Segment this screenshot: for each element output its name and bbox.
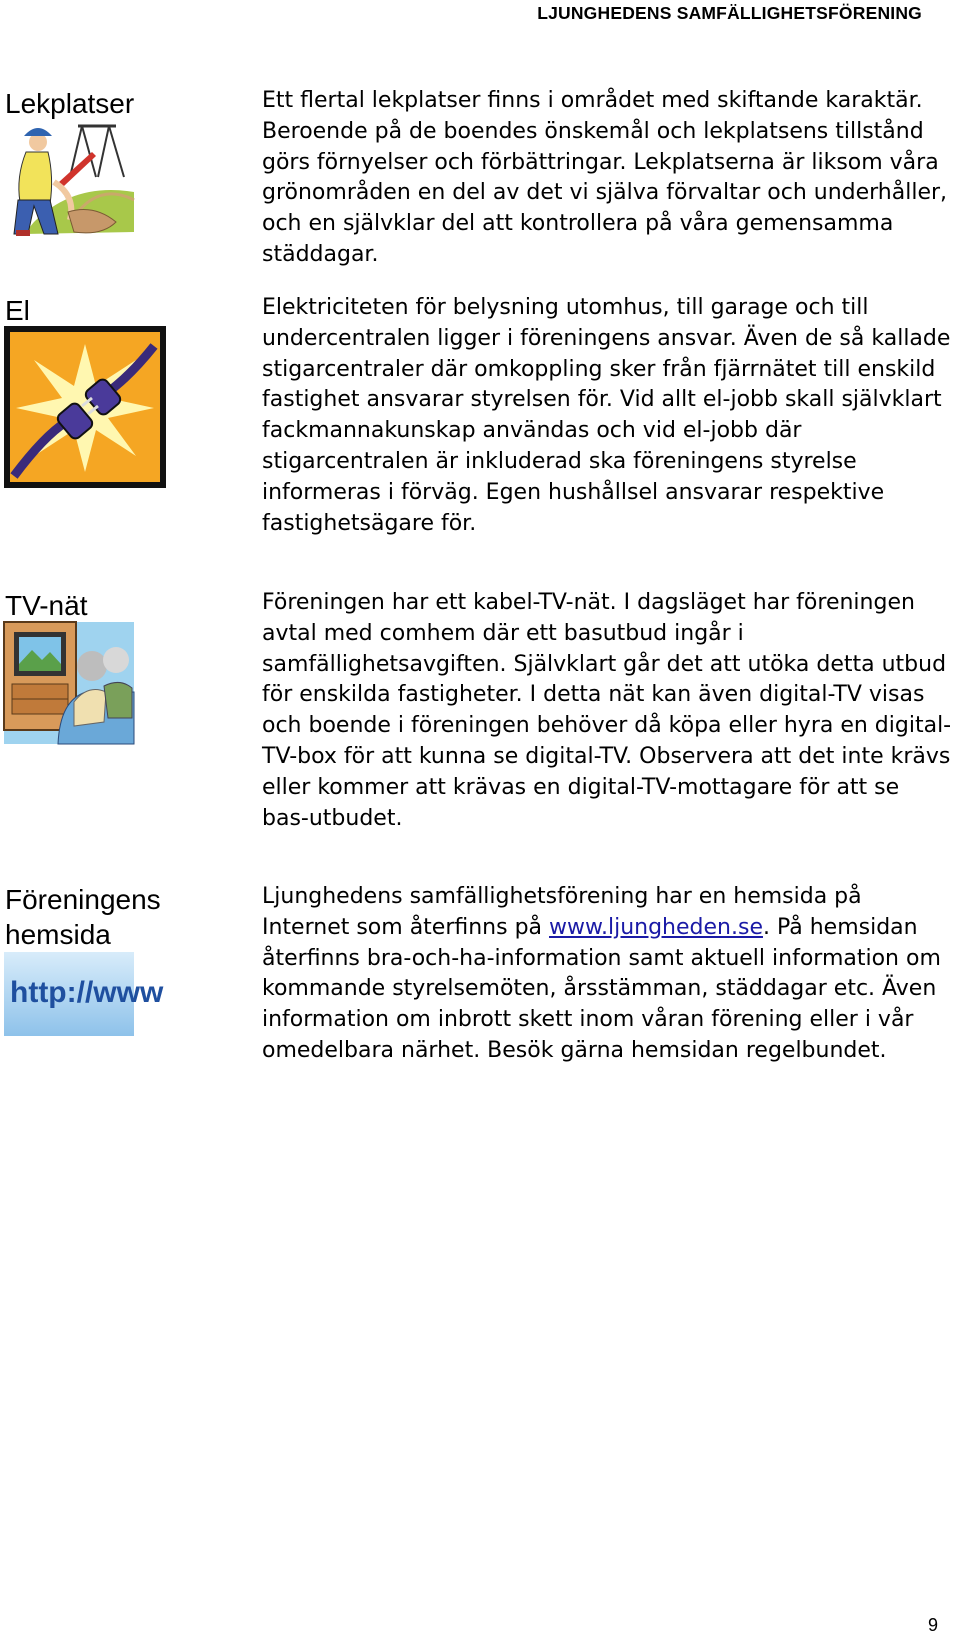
heading-el: El — [5, 295, 30, 326]
couple-watching-tv-illustration — [4, 622, 134, 744]
http-web-illustration — [4, 952, 164, 1036]
tv-text — [262, 588, 952, 834]
hemsida-text-before: Ljunghedens samfällighetsförening har en hemsida på Internet som återfinns på — [262, 884, 862, 940]
hemsida-text — [262, 882, 952, 1067]
hemsida-paragraph — [262, 882, 952, 1067]
hemsida-text-after: . På hemsidan återfinns bra-och-ha-information samt aktuell information om kommande styrelsemöten, årsstämman, städdagar etc. Även information om inbrott skett inom våran förening eller i vår omedelbara närhet. Besök gärna hemsidan regelbundet. — [262, 914, 941, 1063]
el-paragraph: Elektriciteten för belysning utomhus, till garage och till undercentralen ligger i föreningens ansvar. Även de så kallade stigarcentraler där omkoppling sker från fjärrnätet till enskild fastighet ansvarar styrelsen för. Vid allt el-jobb skall självklart fackmannakunskap användas och vid el-jobb där stigarcentralen är inkluderad ska föreningens styrelse informeras i förväg. Egen hushållsel ansvarar respektive fastighetsägare för. — [262, 295, 951, 536]
heading-hemsida-line2: hemsida — [5, 919, 111, 950]
heading-hemsida-line1: Föreningens — [5, 884, 161, 915]
heading-lekplatser: Lekplatser — [5, 88, 135, 119]
http-icon-text: http://www — [10, 976, 164, 1009]
heading-tv: TV-nät — [5, 590, 88, 621]
playground-gardener-illustration — [4, 122, 134, 240]
electric-plug-illustration — [4, 326, 166, 488]
lekplatser-text — [262, 86, 952, 271]
lekplatser-paragraph: Ett flertal lekplatser finns i området med skiftande karaktär. Beroende på de boendes önskemål och lekplatsens tillstånd görs förnyelser och förbättringar. Lekplatserna är liksom våra grönområden en del av det vi själva förvaltar och underhåller, och en självklar del att kontrollera på våra gemensamma städdagar. — [262, 88, 948, 267]
homepage-link[interactable]: www.ljungheden.se — [549, 914, 763, 940]
page-number: 9 — [927, 1615, 938, 1635]
el-text — [262, 293, 952, 539]
tv-paragraph: Föreningen har ett kabel-TV-nät. I dagsläget har föreningen avtal med comhem där ett basutbud ingår i samfällighetsavgiften. Självklart går det att utöka detta utbud för enskilda fastigheter. I detta nät kan även digital-TV visas och boende i föreningen behöver då köpa eller hyra en digital-TV-box för att kunna se digital-TV. Observera att det inte krävs eller kommer att krävas en digital-TV-mottagare för att se bas-utbudet. — [262, 590, 952, 831]
document-header: LJUNGHEDENS SAMFÄLLIGHETSFÖRENING — [537, 3, 922, 23]
